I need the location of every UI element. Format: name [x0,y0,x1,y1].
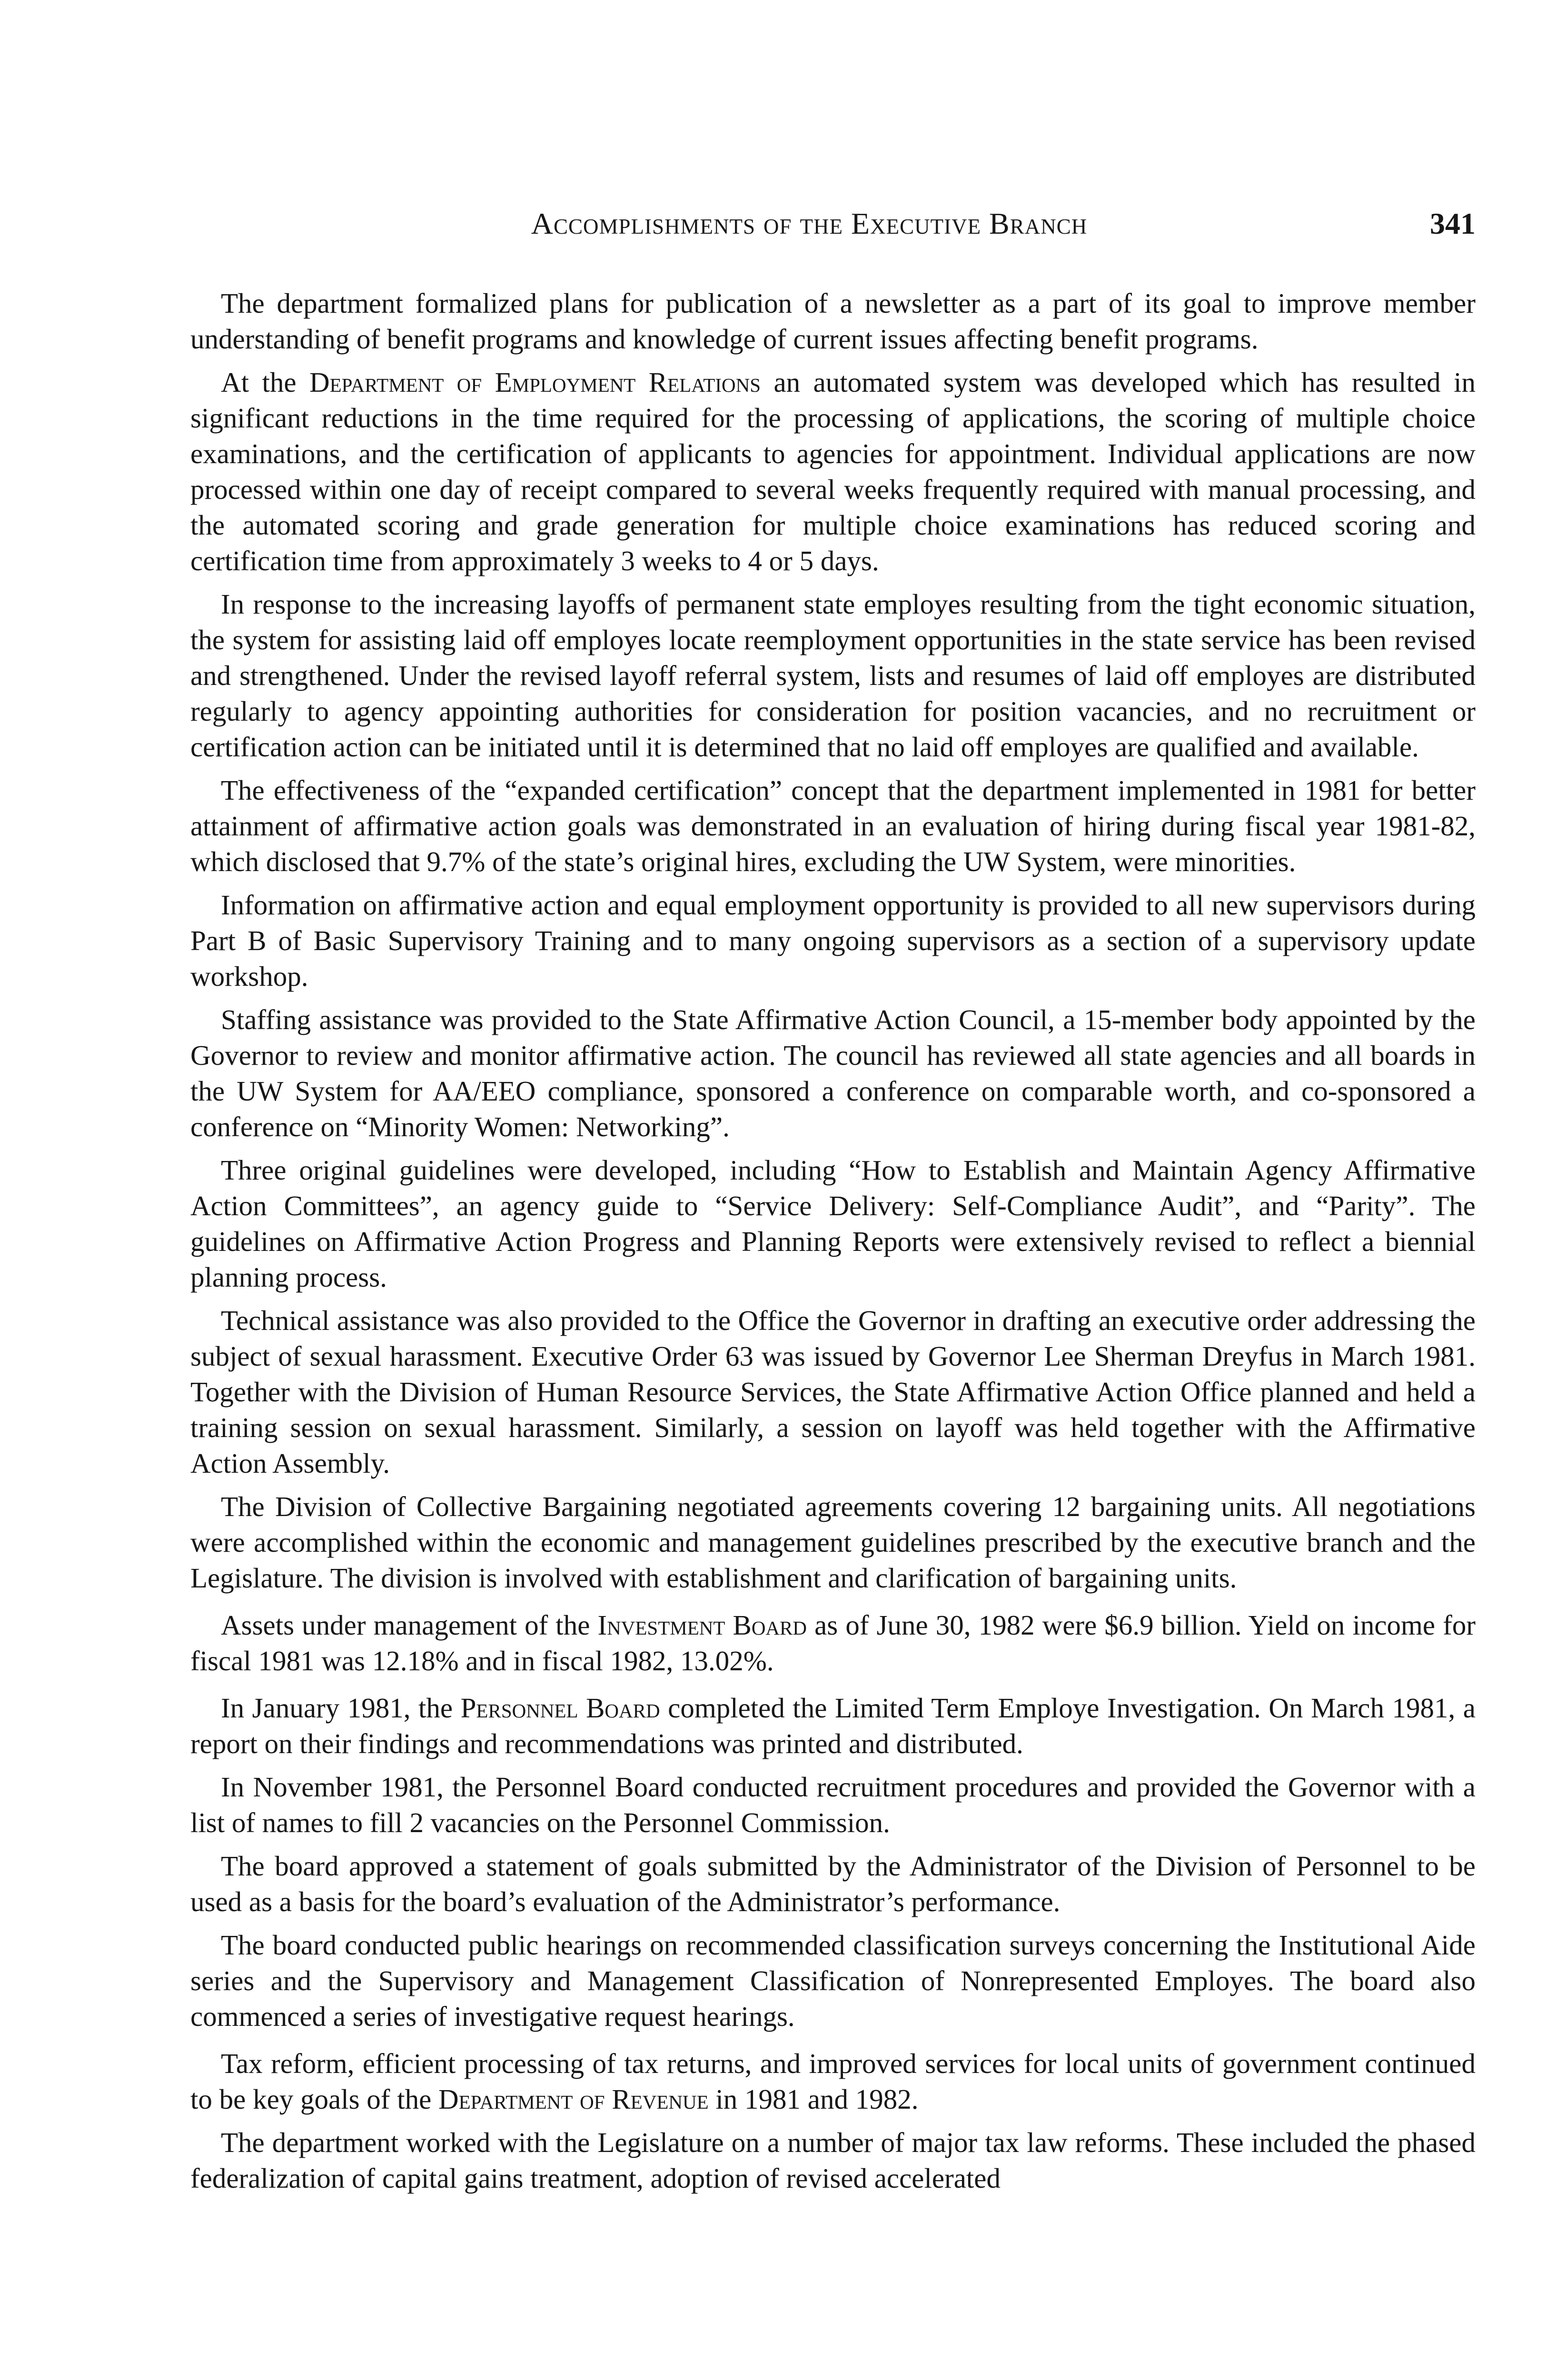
paragraph: In response to the increasing layoffs of permanent state employes resulting from the tight economic situation, the system for assisting laid off employes locate reemployment opportunities in the state service has been revised and strengthened. Under the revised layoff referral system, lists and resumes of laid off employes are distributed regularly to agency appointing authorities for consideration for position vacancies, and no recruitment or certification action can be initiated until it is determined that no laid off employes are qualified and available. [190,588,1476,763]
paragraph: The Division of Collective Bargaining negotiated agreements covering 12 bargaining units. All negotiations were accomplished within the economic and management guidelines prescribed by the executive branch and the Legislature. The division is involved with establishment and clarification of bargaining units. [190,1491,1476,1594]
agency-name: Department of Revenue [438,2083,709,2115]
paragraph: In January 1981, the Personnel Board completed the Limited Term Employe Investigation. On March 1981, a report on their findings and recommendations was printed and distributed. [190,1692,1476,1759]
agency-name: Investment Board [597,1609,807,1641]
agency-name: Personnel Board [460,1692,660,1724]
paragraph: The effectiveness of the “expanded certification” concept that the department implemented in 1981 for better attainment of affirmative action goals was demonstrated in an evaluation of hiring during fiscal year 1981-82, which disclosed that 9.7% of the state’s original hires, excluding the UW System, were minorities. [190,774,1476,877]
paragraph: The department formalized plans for publication of a newsletter as a part of its goal to improve member understanding of benefit programs and knowledge of current issues affecting benefit programs. [190,288,1476,355]
paragraph: In November 1981, the Personnel Board conducted recruitment procedures and provided the Governor with a list of names to fill 2 vacancies on the Personnel Commission. [190,1771,1476,1838]
paragraph: Information on affirmative action and equal employment opportunity is provided to all new supervisors during Part B of Basic Supervisory Training and to many ongoing supervisors as a section of a supervisory update workshop. [190,889,1476,992]
paragraph: Staffing assistance was provided to the State Affirmative Action Council, a 15-member body appointed by the Governor to review and monitor affirmative action. The council has reviewed all state agencies and all boards in the UW System for AA/EEO compliance, sponsored a conference on comparable worth, and co-sponsored a conference on “Minority Women: Networking”. [190,1004,1476,1142]
paragraph: The board conducted public hearings on recommended classification surveys concerning the Institutional Aide series and the Supervisory and Management Classification of Nonrepresented Employes. The board also commenced a series of investigative request hearings. [190,1929,1476,2032]
paragraph: The department worked with the Legislature on a number of major tax law reforms. These included the phased federalization of capital gains treatment, adoption of revised accelerated [190,2127,1476,2194]
paragraph: At the Department of Employment Relations an automated system was developed which has resulted in significant reductions in the time required for the processing of applications, the scoring of multiple choice examinations, and the certification of applicants to agencies for appointment. Individual applications are now processed within one day of receipt compared to several weeks frequently required with manual processing, and the automated scoring and grade generation for multiple choice examinations has reduced scoring and certification time from approximately 3 weeks to 4 or 5 days. [190,367,1476,576]
running-head [190,200,1476,248]
paragraph: Assets under management of the Investment Board as of June 30, 1982 were $6.9 billion. Yield on income for fiscal 1981 was 12.18% and in fiscal 1982, 13.02%. [190,1609,1476,1676]
running-title: Accomplishments of the Executive Branch [531,207,1088,240]
paragraph: Technical assistance was also provided to the Office the Governor in drafting an executive order addressing the subject of sexual harassment. Executive Order 63 was issued by Governor Lee Sherman Dreyfus in March 1981. Together with the Division of Human Resource Services, the State Affirmative Action Office planned and held a training session on sexual harassment. Similarly, a session on layoff was held together with the Affirmative Action Assembly. [190,1305,1476,1479]
paragraph: Three original guidelines were developed, including “How to Establish and Maintain Agency Affirmative Action Committees”, an agency guide to “Service Delivery: Self-Compliance Audit”, and “Parity”. The guidelines on Affirmative Action Progress and Planning Reports were extensively revised to reflect a biennial planning process. [190,1154,1476,1293]
agency-name: Department of Employment Relations [309,367,761,398]
paragraph: The board approved a statement of goals submitted by the Administrator of the Division of Personnel to be used as a basis for the board’s evaluation of the Administrator’s performance. [190,1850,1476,1917]
paragraph: Tax reform, efficient processing of tax returns, and improved services for local units of government continued to be key goals of the Department of Revenue in 1981 and 1982. [190,2048,1476,2115]
body-text [190,286,1476,2204]
page-number: 341 [1430,207,1476,240]
